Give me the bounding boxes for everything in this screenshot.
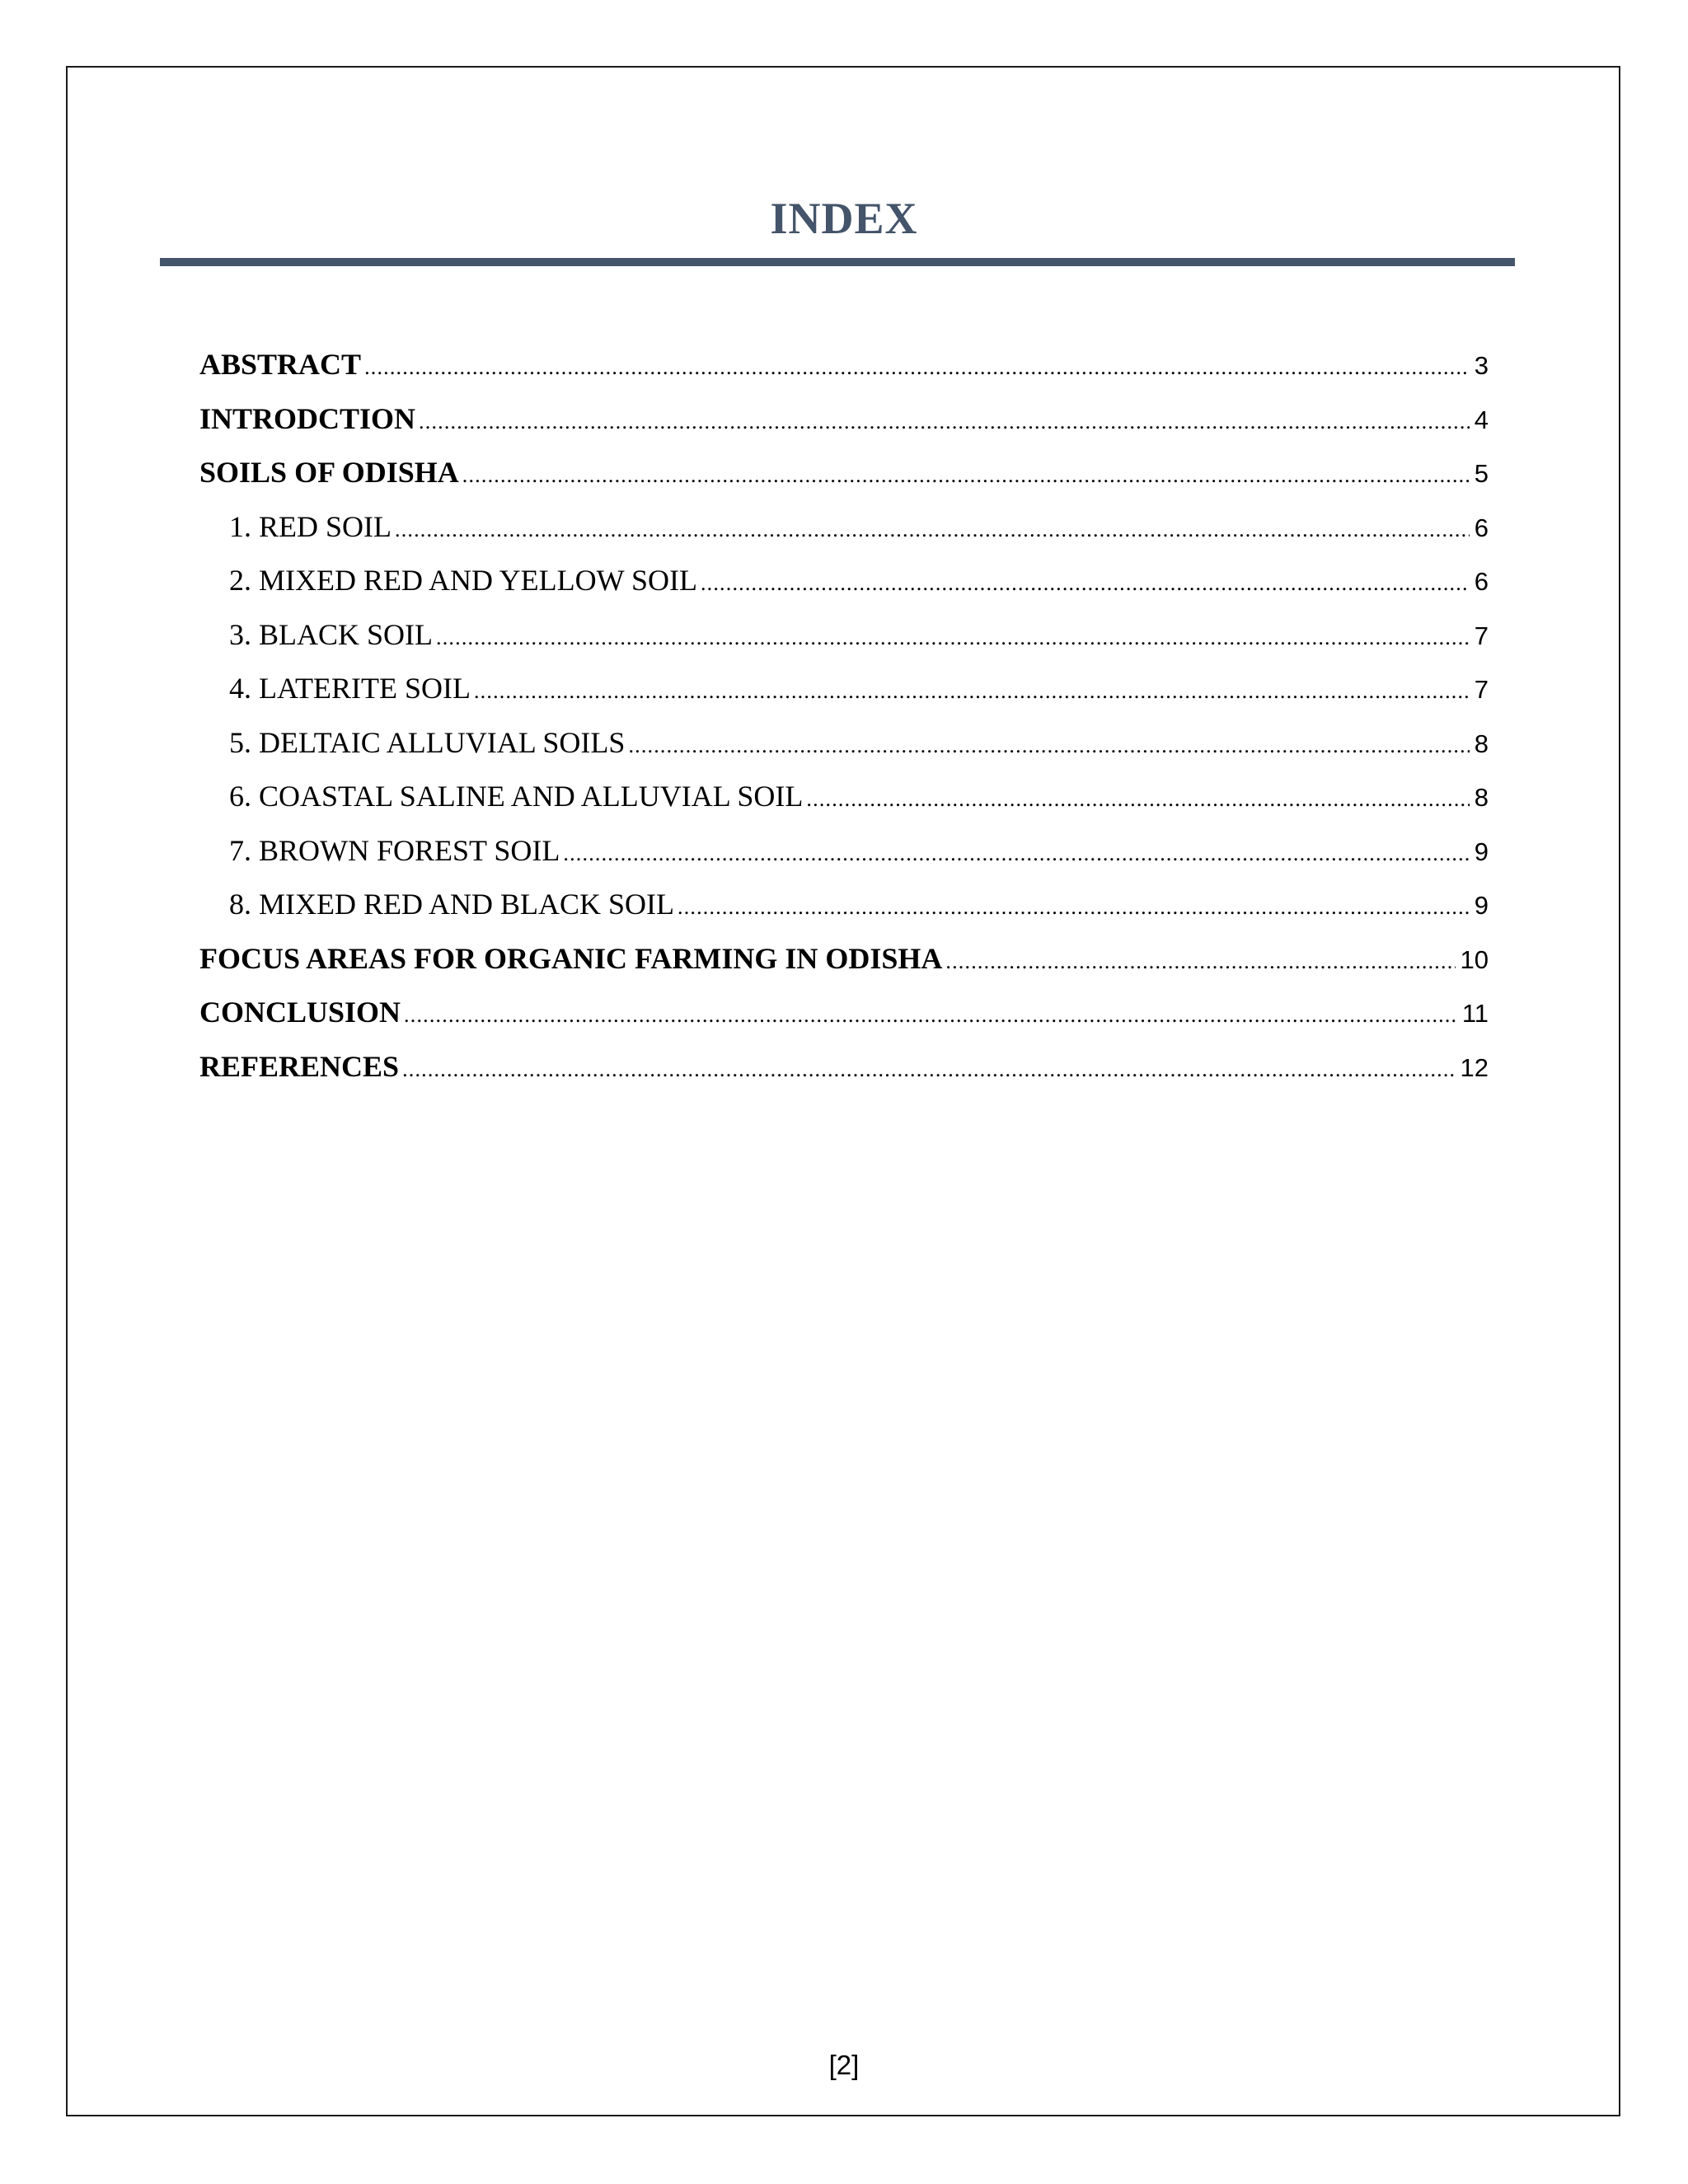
toc-entry-label: SOILS OF ODISHA bbox=[199, 456, 459, 489]
toc-entry-label: 7. BROWN FOREST SOIL bbox=[229, 833, 560, 867]
toc-leader-dots bbox=[462, 448, 1470, 502]
toc-entry-soils-of-odisha[interactable] bbox=[199, 446, 1489, 500]
toc-leader-dots bbox=[402, 1043, 1455, 1096]
toc-leader-dots bbox=[419, 395, 1470, 448]
page-title: INDEX bbox=[770, 194, 918, 243]
toc-entry-red-soil[interactable] bbox=[199, 500, 1489, 555]
toc-leader-dots bbox=[395, 503, 1470, 556]
toc-entry-abstract[interactable] bbox=[199, 338, 1489, 392]
toc-entry-page: 6 bbox=[1474, 513, 1489, 542]
toc-leader-dots bbox=[364, 340, 1470, 394]
toc-entry-coastal-saline-alluvial-soil[interactable] bbox=[199, 770, 1489, 824]
toc-entry-page: 6 bbox=[1474, 567, 1489, 596]
toc-entry-page: 8 bbox=[1474, 729, 1489, 758]
toc-leader-dots bbox=[474, 664, 1470, 718]
toc-leader-dots bbox=[563, 827, 1469, 880]
toc-entry-page: 7 bbox=[1474, 621, 1489, 650]
toc-leader-dots bbox=[806, 772, 1469, 826]
toc-entry-label: 2. MIXED RED AND YELLOW SOIL bbox=[229, 564, 697, 597]
toc-entry-page: 9 bbox=[1474, 891, 1489, 920]
toc-entry-label: ABSTRACT bbox=[199, 348, 362, 381]
toc-entry-conclusion[interactable] bbox=[199, 986, 1489, 1040]
toc-entry-page: 5 bbox=[1474, 459, 1489, 488]
toc-entry-laterite-soil[interactable] bbox=[199, 662, 1489, 716]
toc-leader-dots bbox=[628, 719, 1469, 772]
toc-entry-introduction[interactable] bbox=[199, 392, 1489, 447]
toc-leader-dots bbox=[436, 611, 1470, 664]
title-underline bbox=[160, 258, 1515, 266]
toc-entry-mixed-red-black-soil[interactable] bbox=[199, 878, 1489, 932]
toc-leader-dots bbox=[678, 880, 1470, 934]
toc-entry-references[interactable] bbox=[199, 1040, 1489, 1094]
toc-entry-label: 8. MIXED RED AND BLACK SOIL bbox=[229, 888, 674, 921]
toc-entry-page: 11 bbox=[1461, 999, 1489, 1028]
toc-entry-label: CONCLUSION bbox=[199, 996, 401, 1029]
toc-entry-label: 5. DELTAIC ALLUVIAL SOILS bbox=[229, 725, 626, 759]
toc-entry-brown-forest-soil[interactable] bbox=[199, 824, 1489, 879]
toc-entry-label: 3. BLACK SOIL bbox=[229, 617, 434, 651]
page-number: [2] bbox=[828, 2050, 860, 2080]
toc-entry-page: 9 bbox=[1474, 837, 1489, 866]
toc-entry-page: 7 bbox=[1474, 675, 1489, 704]
toc-entry-black-soil[interactable] bbox=[199, 608, 1489, 663]
toc-entry-label: 4. LATERITE SOIL bbox=[229, 672, 471, 705]
toc-entry-deltaic-alluvial-soils[interactable] bbox=[199, 716, 1489, 771]
toc-entry-label: 6. COASTAL SALINE AND ALLUVIAL SOIL bbox=[229, 780, 804, 813]
toc-entry-focus-areas[interactable] bbox=[199, 932, 1489, 987]
toc-entry-page: 4 bbox=[1474, 405, 1489, 434]
toc-entry-label: FOCUS AREAS FOR ORGANIC FARMING IN ODISHA bbox=[199, 941, 943, 975]
toc-entry-page: 12 bbox=[1460, 1052, 1489, 1082]
toc-leader-dots bbox=[701, 556, 1470, 610]
toc-entry-label: 1. RED SOIL bbox=[229, 509, 392, 543]
toc-entry-page: 8 bbox=[1474, 783, 1489, 812]
toc-entry-label: REFERENCES bbox=[199, 1049, 400, 1083]
toc-leader-dots bbox=[404, 988, 1457, 1042]
toc-leader-dots bbox=[945, 935, 1455, 988]
toc-entry-page: 3 bbox=[1474, 351, 1489, 380]
toc-entry-page: 10 bbox=[1460, 944, 1489, 974]
toc-entry-mixed-red-yellow-soil[interactable] bbox=[199, 554, 1489, 608]
table-of-contents bbox=[199, 338, 1489, 1094]
toc-entry-label: INTRODCTION bbox=[199, 401, 416, 435]
